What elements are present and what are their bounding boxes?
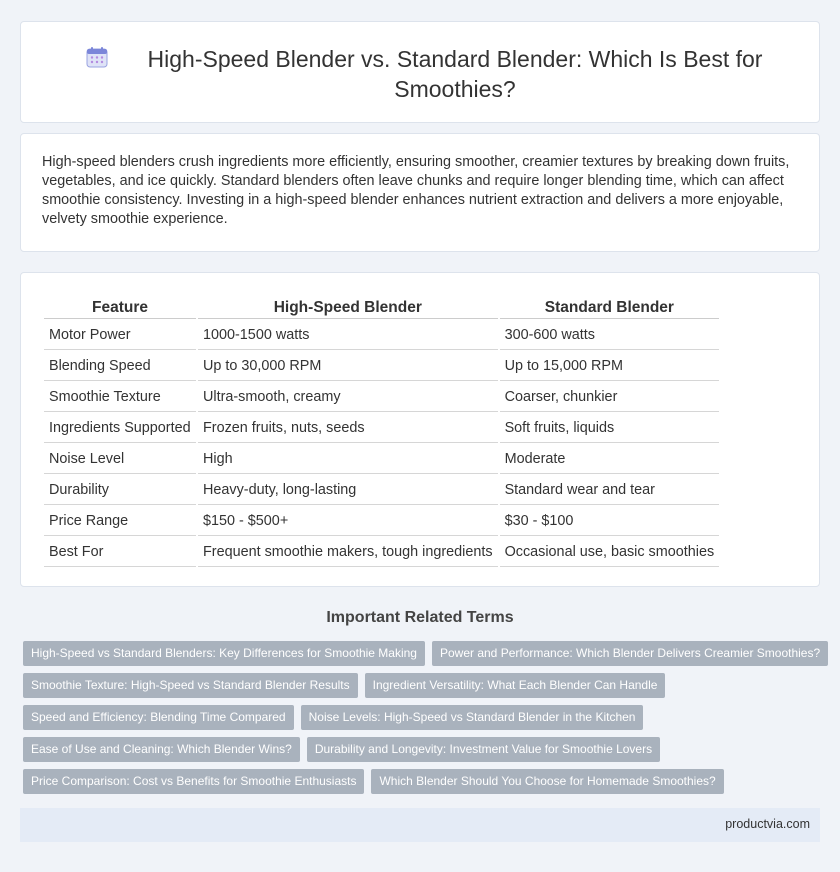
related-term-link[interactable]: High-Speed vs Standard Blenders: Key Differences for Smoothie Making — [23, 641, 425, 666]
table-cell: Motor Power — [44, 321, 196, 350]
related-term-link[interactable]: Durability and Longevity: Investment Value for Smoothie Lovers — [307, 737, 660, 762]
table-row — [44, 352, 719, 381]
column-header-high-speed: High-Speed Blender — [198, 297, 498, 319]
table-cell: High — [198, 445, 498, 474]
related-term-link[interactable]: Ease of Use and Cleaning: Which Blender Wins? — [23, 737, 300, 762]
table-cell: Moderate — [500, 445, 720, 474]
table-row — [44, 445, 719, 474]
tag-row — [23, 673, 823, 698]
table-cell: Noise Level — [44, 445, 196, 474]
related-terms-heading: Important Related Terms — [326, 609, 514, 626]
table-cell: Smoothie Texture — [44, 383, 196, 412]
related-term-link[interactable]: Noise Levels: High-Speed vs Standard Blender in the Kitchen — [301, 705, 644, 730]
tag-row — [23, 705, 823, 730]
footer — [20, 808, 820, 842]
table-cell: Up to 15,000 RPM — [500, 352, 720, 381]
table-cell: Ultra-smooth, creamy — [198, 383, 498, 412]
footer-site-link[interactable]: productvia.com — [725, 817, 810, 831]
calendar-icon — [86, 46, 108, 68]
comparison-table — [42, 295, 721, 569]
comparison-card — [20, 272, 820, 587]
tag-row — [23, 769, 823, 794]
table-cell: $150 - $500+ — [198, 507, 498, 536]
table-cell: Coarser, chunkier — [500, 383, 720, 412]
table-row — [44, 476, 719, 505]
column-header-feature: Feature — [44, 297, 196, 319]
title-wrap — [21, 22, 819, 122]
table-cell: Occasional use, basic smoothies — [500, 538, 720, 567]
table-header-row — [44, 297, 719, 319]
table-cell: Blending Speed — [44, 352, 196, 381]
related-terms-list — [23, 641, 823, 801]
table-cell: Durability — [44, 476, 196, 505]
table-row — [44, 414, 719, 443]
table-row — [44, 538, 719, 567]
title-card — [20, 21, 820, 123]
table-cell: Soft fruits, liquids — [500, 414, 720, 443]
table-cell: 300-600 watts — [500, 321, 720, 350]
tag-row — [23, 737, 823, 762]
related-term-link[interactable]: Smoothie Texture: High-Speed vs Standard Blender Results — [23, 673, 358, 698]
table-cell: Ingredients Supported — [44, 414, 196, 443]
related-term-link[interactable]: Power and Performance: Which Blender Delivers Creamier Smoothies? — [432, 641, 828, 666]
table-row — [44, 321, 719, 350]
table-cell: Heavy-duty, long-lasting — [198, 476, 498, 505]
table-cell: Standard wear and tear — [500, 476, 720, 505]
table-cell: $30 - $100 — [500, 507, 720, 536]
column-header-standard: Standard Blender — [500, 297, 720, 319]
table-cell: Frequent smoothie makers, tough ingredients — [198, 538, 498, 567]
related-term-link[interactable]: Price Comparison: Cost vs Benefits for Smoothie Enthusiasts — [23, 769, 364, 794]
table-row — [44, 383, 719, 412]
table-cell: Up to 30,000 RPM — [198, 352, 498, 381]
table-cell: Frozen fruits, nuts, seeds — [198, 414, 498, 443]
related-term-link[interactable]: Ingredient Versatility: What Each Blender Can Handle — [365, 673, 666, 698]
intro-card — [20, 133, 820, 252]
table-cell: Best For — [44, 538, 196, 567]
related-term-link[interactable]: Speed and Efficiency: Blending Time Compared — [23, 705, 294, 730]
related-term-link[interactable]: Which Blender Should You Choose for Homemade Smoothies? — [371, 769, 723, 794]
intro-paragraph: High-speed blenders crush ingredients more efficiently, ensuring smoother, creamier textures by breaking down fruits, vegetables, and ice quickly. Standard blenders often leave chunks and require longer blending time, which can affect smoothie consistency. Investing in a high-speed blender enhances nutrient extraction and delivers a more enjoyable, velvety smoothie experience. — [42, 154, 790, 227]
table-cell: Price Range — [44, 507, 196, 536]
tag-row — [23, 641, 823, 666]
table-cell: 1000-1500 watts — [198, 321, 498, 350]
page-title: High-Speed Blender vs. Standard Blender: Which Is Best for Smoothies? — [147, 46, 763, 102]
table-row — [44, 507, 719, 536]
